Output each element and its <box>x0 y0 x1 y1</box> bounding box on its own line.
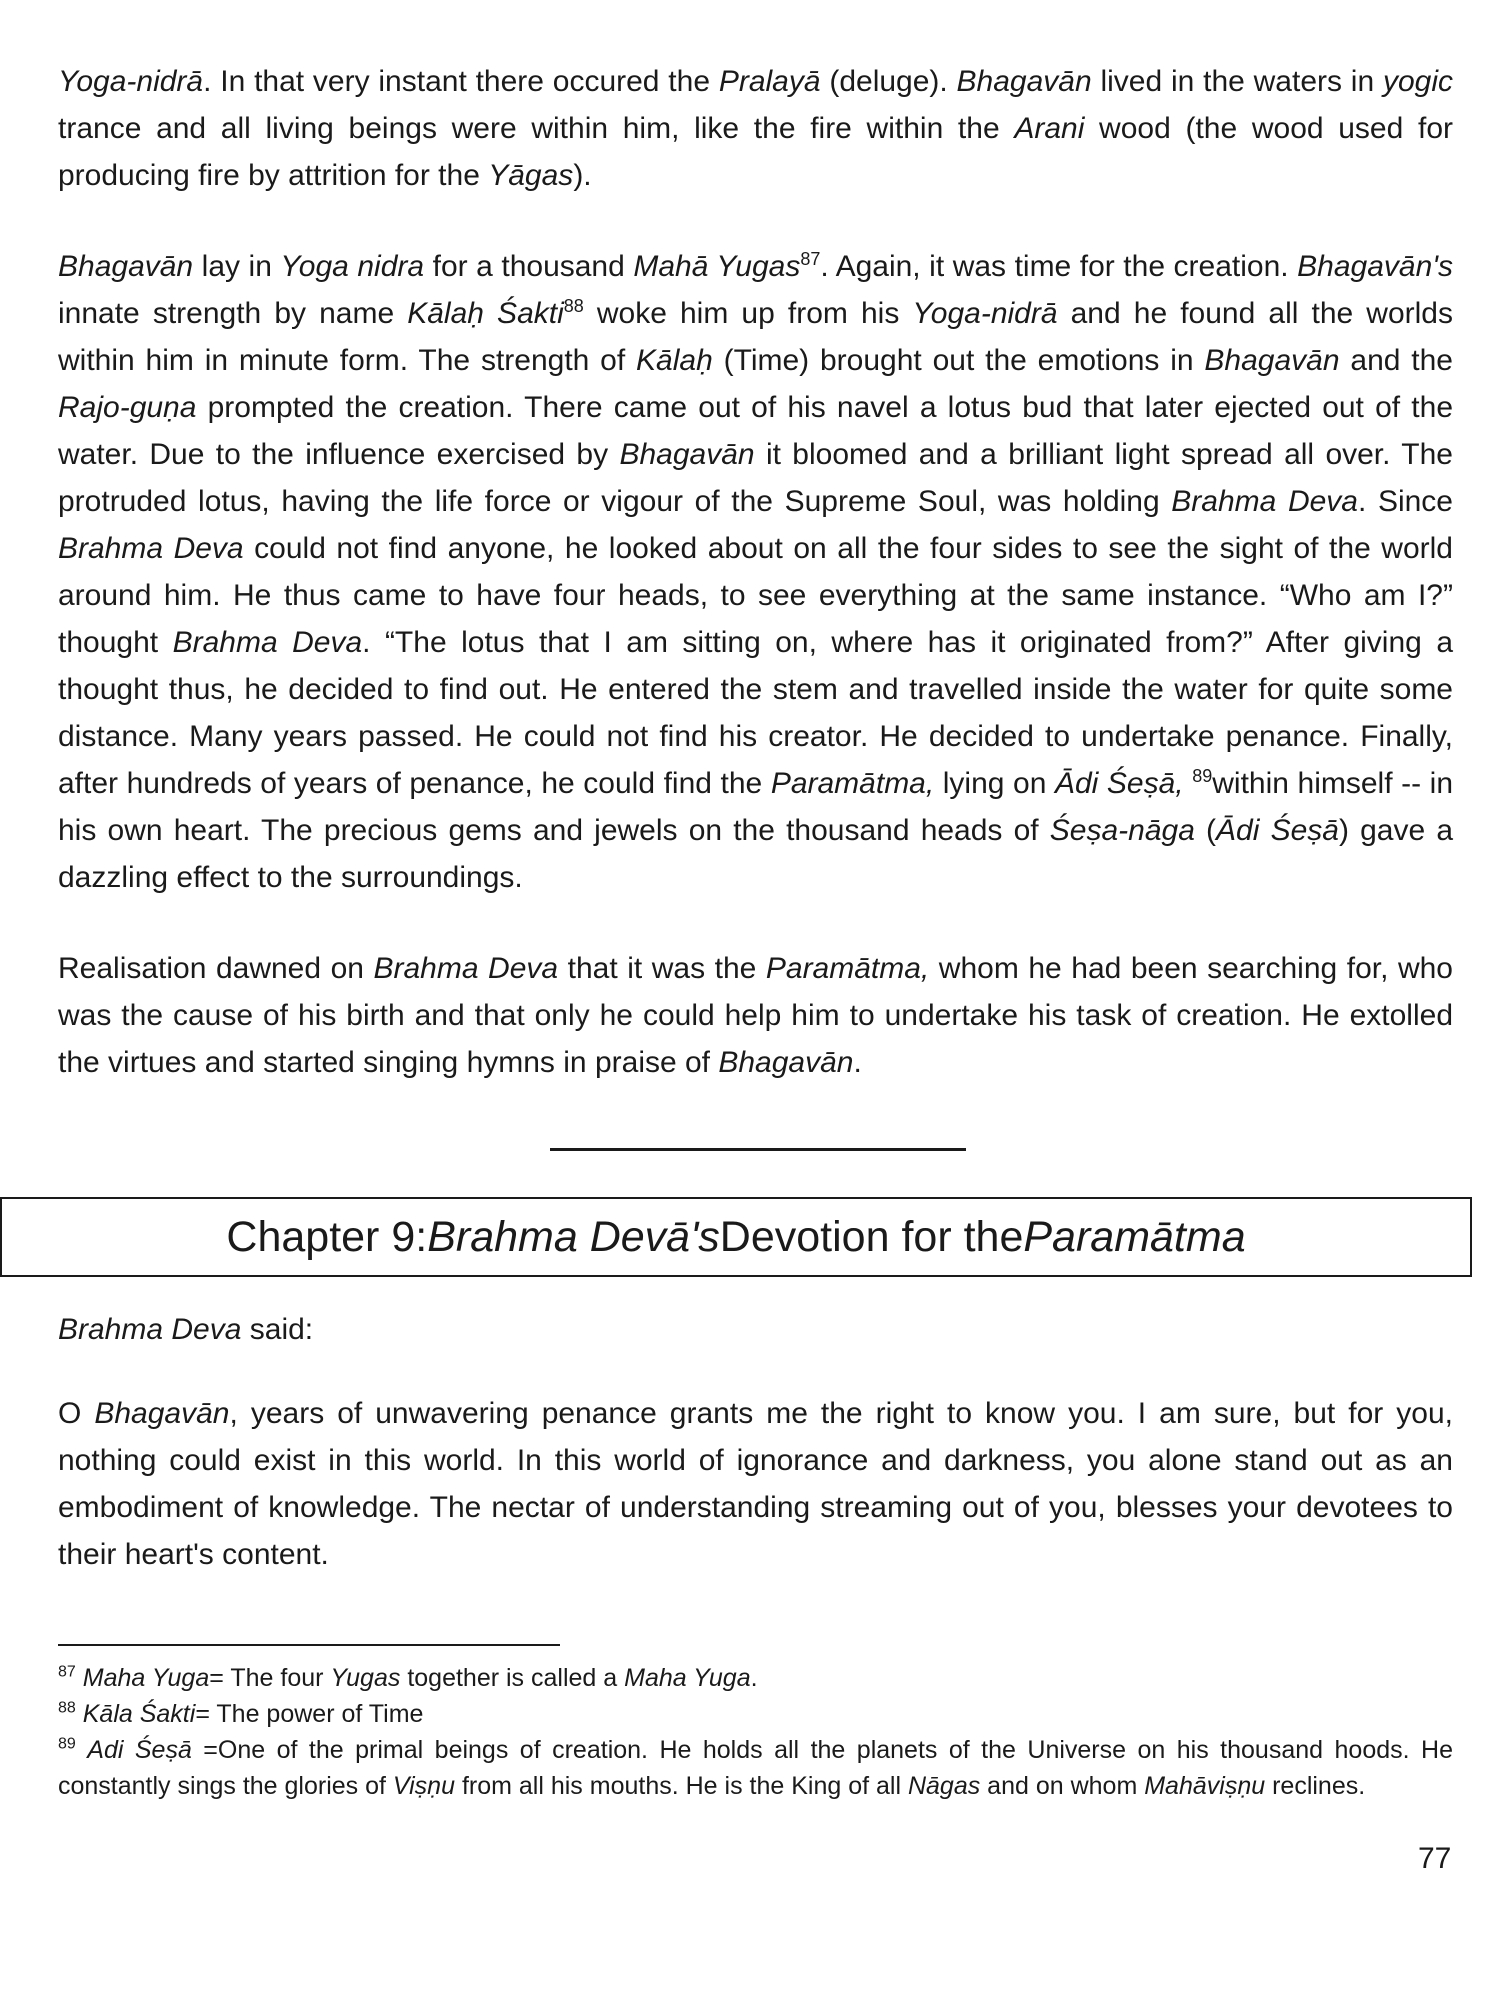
text: (Time) brought out the emotions in <box>712 344 1205 377</box>
text: lay in <box>193 250 281 283</box>
chapter-title <box>0 1197 1472 1277</box>
term: Paramātma, <box>765 952 930 985</box>
speaker-line <box>58 1313 313 1347</box>
text: it bloomed and a brilliant light spread all over. The protruded lotus, having the life force or vigour of the Supreme Soul, was holding <box>58 438 1453 518</box>
chapter-name: Brahma Devā's <box>427 1212 720 1261</box>
text: , years of unwavering penance grants me the right to know you. I am sure, but for you, nothing could exist in this world. In this world of ignorance and darkness, you alone stand out as an embodiment of knowledge. The nectar of understanding streaming out of you, blesses your devotees to their heart's content. <box>58 1397 1453 1571</box>
footnote-number: 87 <box>58 1663 76 1681</box>
term: Yugas <box>330 1664 401 1692</box>
footnote-87 <box>58 1660 1453 1696</box>
section-divider <box>550 1148 966 1151</box>
term: yogic <box>1382 65 1453 98</box>
footnote-ref-89[interactable]: 89 <box>1192 766 1213 786</box>
term: Brahma Deva <box>373 952 559 985</box>
term: Mahāviṣṇu <box>1144 1772 1266 1800</box>
term: Yoga-nidrā <box>58 65 204 98</box>
speaker-name: Brahma Deva <box>58 1313 242 1346</box>
term: Paramātma, <box>770 767 935 800</box>
text: innate strength by name <box>58 297 408 330</box>
text: whom he had been searching for, who was the cause of his birth and that only he could help him to undertake his task of creation. He extolled the virtues and started singing hymns in praise of <box>58 952 1453 1079</box>
text: =One of the primal beings of creation. He holds all the planets of the Universe on his thousand hoods. He constantly sings the glories of <box>58 1736 1453 1800</box>
page-number: 77 <box>1418 1842 1452 1875</box>
text: that it was the <box>558 952 766 985</box>
term: Arani <box>1014 112 1085 145</box>
term: Ādi Śeṣā, <box>1054 767 1184 800</box>
footnote-term: Maha Yuga <box>82 1664 210 1692</box>
text: (deluge). <box>820 65 957 98</box>
term: Brahma Deva <box>172 626 363 659</box>
footnote-ref-88[interactable]: 88 <box>563 296 584 316</box>
chapter-prefix: Chapter 9: <box>226 1212 428 1261</box>
term: Mahā Yugas <box>633 250 801 283</box>
text: prompted the creation. There came out of his navel a lotus bud that later ejected out of the water. Due to the influence exercised by <box>58 391 1453 471</box>
term: Bhagavān <box>94 1397 230 1430</box>
text: . Since <box>1357 485 1453 518</box>
paragraph-3 <box>58 945 1453 1086</box>
text: Realisation dawned on <box>58 952 374 985</box>
term: Nāgas <box>907 1772 981 1800</box>
term: Bhagavān <box>956 65 1092 98</box>
term: Brahma Deva <box>58 532 244 565</box>
footnote-term: Adi Śeṣā <box>87 1736 192 1764</box>
chapter-target: Paramātma <box>1023 1212 1246 1261</box>
text: from all his mouths. He is the King of all <box>455 1772 908 1800</box>
term: Bhagavān's <box>1297 250 1453 283</box>
paragraph-1 <box>58 58 1453 199</box>
text: and the <box>1339 344 1453 377</box>
text: . “The lotus that I am sitting on, where has it originated from?” After giving a thought thus, he decided to find out. He entered the stem and travelled inside the water for quite some distance. Many years passed. He could not find his creator. He decided to undertake penance. Finally, after hundreds of years of penance, he could find the <box>58 626 1453 800</box>
text: ) gave a dazzling effect to the surroundings. <box>58 814 1454 894</box>
text: for a thousand <box>424 250 634 283</box>
text: reclines. <box>1265 1772 1366 1800</box>
text: together is called a <box>400 1664 625 1692</box>
term: Kālaḥ <box>636 344 713 377</box>
term: Bhagavān <box>619 438 755 471</box>
text: . In that very instant there occured the <box>203 65 719 98</box>
term: Śeṣa-nāga <box>1049 814 1195 847</box>
text: within himself -- in his own heart. The precious gems and jewels on the thousand heads of <box>58 767 1454 847</box>
chapter-middle: Devotion for the <box>719 1212 1024 1261</box>
text: and on whom <box>980 1772 1145 1800</box>
text: and he found all the worlds within him in minute form. The strength of <box>58 297 1453 377</box>
footnotes <box>58 1660 1453 1804</box>
text: . <box>853 1046 862 1079</box>
text: O <box>58 1397 95 1430</box>
term: Yāgas <box>488 159 574 192</box>
term: Maha Yuga <box>624 1664 751 1692</box>
text: woke him up from his <box>583 297 913 330</box>
paragraph-2 <box>58 243 1453 901</box>
term: Yoga-nidrā <box>912 297 1058 330</box>
paragraph-4 <box>58 1390 1453 1578</box>
footnote-88 <box>58 1696 1453 1732</box>
term: Ādi Śeṣā <box>1216 814 1339 847</box>
text: could not find anyone, he looked about on all the four sides to see the sight of the world around him. He thus came to have four heads, to see everything at the same instance. “Who am I?” thought <box>58 532 1453 659</box>
term: Brahma Deva <box>1171 485 1358 518</box>
text: = The power of Time <box>195 1700 424 1728</box>
term: Rajo-guṇa <box>58 391 197 424</box>
text: ). <box>573 159 592 192</box>
footnote-rule <box>58 1644 560 1646</box>
text: = The four <box>209 1664 331 1692</box>
text: wood (the wood used for producing fire by attrition for the <box>58 112 1453 192</box>
term: Yoga nidra <box>280 250 425 283</box>
page-body <box>58 58 1453 1086</box>
footnote-number: 89 <box>58 1735 76 1753</box>
text: . <box>750 1664 758 1692</box>
text: trance and all living beings were within him, like the fire within the <box>58 112 1015 145</box>
term: Bhagavān <box>1204 344 1340 377</box>
term: Pralayā <box>718 65 821 98</box>
term: Bhagavān <box>718 1046 854 1079</box>
term: Bhagavān <box>58 250 194 283</box>
footnote-term: Kāla Śakti <box>82 1700 196 1728</box>
term: Kālaḥ Śakti <box>407 297 564 330</box>
text: . Again, it was time for the creation. <box>820 250 1298 283</box>
footnote-ref-87[interactable]: 87 <box>800 249 821 269</box>
text: lying on <box>934 767 1055 800</box>
speaker-said: said: <box>241 1313 314 1346</box>
text: lived in the waters in <box>1091 65 1383 98</box>
footnote-89 <box>58 1732 1453 1804</box>
text: ( <box>1194 814 1217 847</box>
footnote-number: 88 <box>58 1699 76 1717</box>
term: Viṣṇu <box>392 1772 455 1800</box>
